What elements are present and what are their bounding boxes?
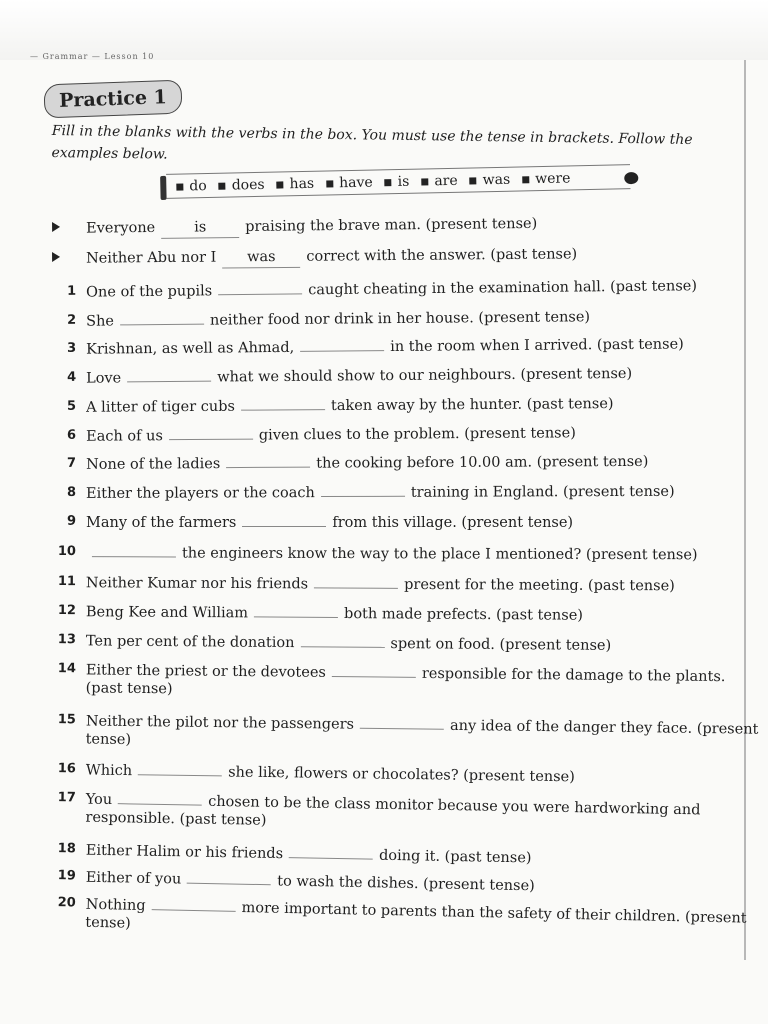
instructions: Fill in the blanks with the verbs in the box. You must use the tense in brackets. Follow the examples below. [51,122,693,163]
example-sentence-start: Neither Abu nor I [86,249,217,267]
question-sentence-start: None of the ladies [86,456,221,473]
question-sentence-start: Neither Kumar nor his friends [85,575,309,593]
question-sentence-end: the cooking before 10.00 am. (present tense) [316,453,649,472]
question-sentence-start: Love [86,370,122,387]
question-item [50,450,750,473]
question-number: 7 [66,455,77,471]
question-number: 8 [66,484,77,500]
question-sentence-start: Nothing [85,896,146,915]
question-number: 20 [57,895,76,911]
answer-blank[interactable] [289,843,373,859]
question-sentence-end: to wash the dishes. (present tense) [277,873,535,895]
question-sentence-start: She [86,313,115,330]
verb-label: has [289,175,315,193]
question-item [50,788,750,829]
question-number: 12 [57,603,76,619]
answer-blank[interactable] [152,895,236,912]
answer-blank[interactable] [169,425,253,441]
question-sentence-end: from this village. (present tense) [332,515,574,531]
question-sentence-start: Beng Kee and William [85,604,249,622]
answer-blank[interactable] [300,632,384,648]
answer-blank[interactable] [92,542,176,557]
question-sentence-start: Either the priest or the devotees [85,662,326,681]
question-sentence-start: Either the players or the coach [86,485,315,502]
question-item [50,710,759,748]
verb-label: do [189,178,207,195]
question-item [50,572,750,595]
example-arrow-icon [52,222,60,232]
question-item [50,362,750,387]
question-number: 15 [57,712,76,728]
question-number: 13 [57,632,76,648]
example-sentence-end: praising the brave man. (present tense) [245,215,538,235]
question-number: 6 [66,427,77,443]
example-sentence-start: Everyone [86,219,156,237]
answer-blank[interactable] [187,869,271,886]
question-sentence-end: chosen to be the class monitor because you were hardworking and [208,793,701,819]
question-number: 16 [57,761,76,777]
verb-label: was [482,171,511,189]
example-answer: is [161,218,239,239]
verb-label: were [535,170,571,188]
question-sentence-end: present for the meeting. (past tense) [404,576,675,595]
question-item [50,893,750,932]
question-sentence-end: she like, flowers or chocolates? (present tense) [228,764,575,786]
question-number: 11 [57,574,76,590]
example-item [50,244,750,267]
question-item [50,333,750,358]
question-sentence-end: training in England. (present tense) [410,483,675,501]
question-number: 19 [57,868,76,884]
question-item [50,481,750,502]
question-sentence-start: A litter of tiger cubs [86,398,236,416]
question-sentence-start: Which [85,762,133,780]
question-sentence-end: given clues to the problem. (present tense) [258,425,576,444]
question-number: 14 [57,661,76,677]
question-sentence-end: doing it. (past tense) [378,847,532,867]
question-number: 10 [57,544,76,560]
example-item [50,213,750,237]
question-sentence-end: taken away by the hunter. (past tense) [330,396,614,415]
question-sentence-start: Ten per cent of the donation [85,633,295,652]
question-sentence-end: what we should show to our neighbours. (present tense) [217,365,633,386]
question-number: 18 [57,841,76,857]
question-sentence-start: Either of you [85,869,182,888]
question-sentence-end: caught cheating in the examination hall. (past tense) [308,278,698,299]
verb-label: does [231,176,265,194]
question-item [50,275,750,301]
practice-badge: Practice 1 [43,80,182,119]
answer-blank[interactable] [218,279,302,295]
answer-blank[interactable] [138,760,222,776]
example-answer: was [222,248,300,269]
question-sentence-start: Krishnan, as well as Ahmad, [86,339,295,358]
answer-blank[interactable] [321,482,405,497]
question-number: 17 [57,790,76,806]
question-item [50,542,750,564]
question-item [50,866,750,895]
question-sentence-end: any idea of the danger they face. (present [449,717,759,738]
question-item [50,759,750,786]
question-item [50,392,750,416]
question-continuation: (past tense) [85,680,173,698]
question-number: 3 [66,340,77,356]
question-sentence-end: in the room when I arrived. (past tense) [390,336,684,356]
question-item [50,305,750,330]
question-number: 9 [66,514,76,529]
running-header: — Grammar — Lesson 10 [30,52,155,61]
question-sentence-end: spent on food. (present tense) [390,635,612,654]
verb-label: is [397,173,410,191]
question-sentence-start: One of the pupils [86,283,213,301]
question-number: 2 [66,312,77,328]
question-item [50,421,750,445]
question-sentence-start: Many of the farmers [86,515,237,531]
question-number: 4 [66,369,77,385]
answer-blank[interactable] [118,789,202,805]
question-sentence-end: both made prefects. (past tense) [344,606,584,624]
example-arrow-icon [52,252,60,262]
answer-blank[interactable] [242,512,326,527]
answer-blank[interactable] [314,573,398,588]
verb-label: have [338,174,373,192]
question-continuation: responsible. (past tense) [85,809,267,829]
question-number: 1 [66,283,77,299]
question-sentence-start: Either Halim or his friends [85,842,284,863]
verb-label: are [434,172,458,190]
question-number: 5 [66,398,77,414]
question-sentence-end: the engineers know the way to the place I mentioned? (present tense) [181,545,698,564]
question-sentence-start: Each of us [86,428,163,445]
answer-blank[interactable] [226,453,310,468]
question-sentence-start: You [85,791,113,809]
answer-blank[interactable] [300,336,384,352]
question-item [50,630,750,654]
question-continuation: tense) [85,731,132,748]
answer-blank[interactable] [332,662,416,678]
question-sentence-start: Neither the pilot nor the passengers [85,713,355,733]
answer-blank[interactable] [241,395,325,411]
question-item [50,659,750,698]
example-sentence-end: correct with the answer. (past tense) [306,246,578,265]
question-continuation: tense) [85,914,131,932]
question-sentence-end: more important to parents than the safety of their children. (present [241,900,747,927]
answer-blank[interactable] [360,714,444,730]
question-sentence-end: neither food nor drink in her house. (present tense) [209,309,591,329]
answer-blank[interactable] [254,602,338,618]
question-sentence-end: responsible for the damage to the plants. [421,665,726,686]
question-item [50,839,750,867]
answer-blank[interactable] [120,310,204,326]
question-item [50,601,750,624]
answer-blank[interactable] [127,367,211,383]
